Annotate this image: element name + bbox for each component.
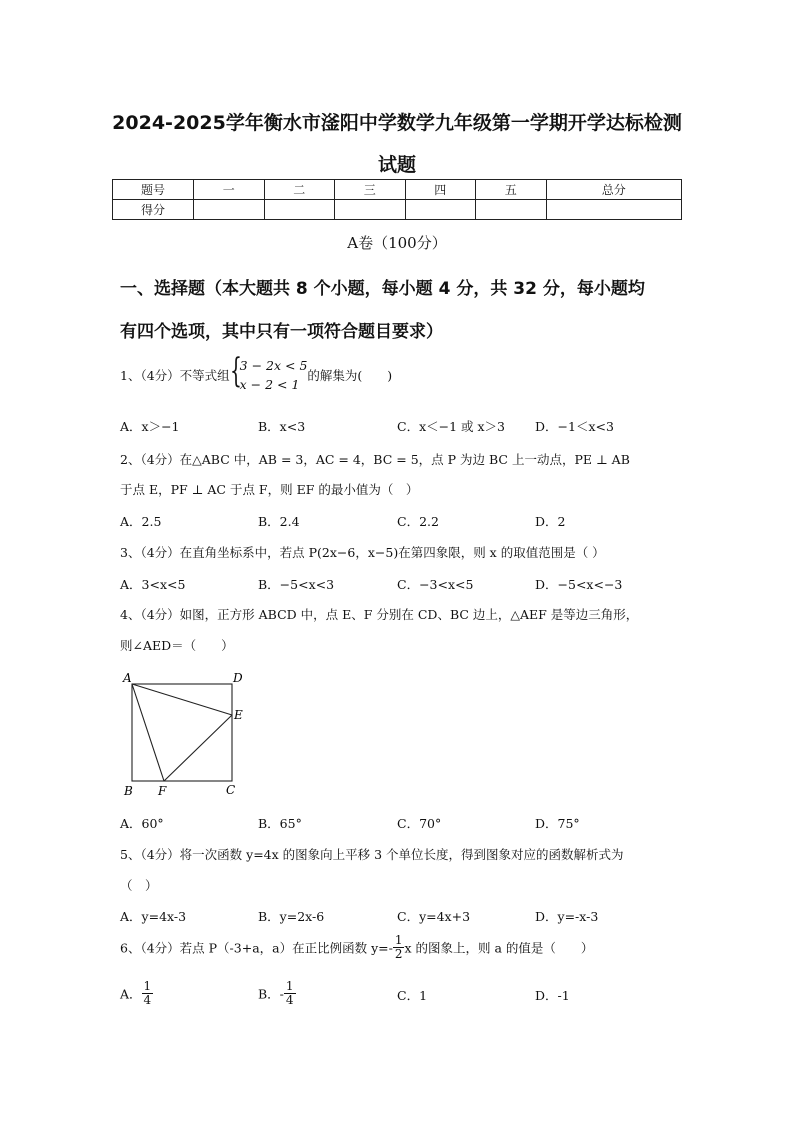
- q6-option-b-label: B．-: [258, 986, 284, 1002]
- q2-option-a: A．2.5: [120, 514, 162, 529]
- q1-prefix: 1、（4分）不等式组: [120, 368, 230, 383]
- q5-option-d: D．y=-x-3: [535, 909, 599, 924]
- q2-option-d: D．2: [535, 514, 566, 529]
- q6-option-b-numerator: 1: [285, 979, 294, 993]
- q6-option-a-label: A．: [120, 986, 142, 1002]
- section1-heading-line2: 有四个选项，其中只有一项符合题目要求）: [120, 322, 443, 342]
- q1-option-d: D．−1＜x<3: [535, 419, 614, 434]
- q5-line2: （ ）: [120, 878, 158, 893]
- score-cell: [194, 200, 265, 220]
- q6-option-b-denominator: 4: [285, 993, 294, 1007]
- q1-option-a: A．x＞−1: [120, 419, 180, 434]
- vertex-label-a: A: [123, 671, 132, 685]
- question-6: [120, 934, 593, 961]
- q6-frac-denominator: 2: [394, 947, 403, 961]
- section-a-title: A卷（100分）: [347, 234, 447, 252]
- q4-line1: 4、（4分）如图，正方形 ABCD 中，点 E、F 分别在 CD、BC 边上，△AEF 是等边三角形，: [120, 607, 639, 622]
- score-table: [112, 179, 682, 220]
- vertex-label-d: D: [233, 671, 243, 685]
- score-row-label: 得分: [113, 200, 194, 220]
- q4-option-c: C．70°: [397, 816, 442, 831]
- q4-option-b: B．65°: [258, 816, 302, 831]
- q5-option-c: C．y=4x+3: [397, 909, 471, 924]
- vertex-label-f: F: [158, 784, 167, 798]
- q1-inequality-system: [229, 351, 308, 394]
- vertex-label-c: C: [226, 783, 236, 797]
- segment-ae: [132, 684, 232, 715]
- score-table-score-row: [113, 200, 682, 220]
- q5-option-b: B．y=2x-6: [258, 909, 325, 924]
- score-cell: [405, 200, 476, 220]
- q6-option-c: C．1: [397, 988, 428, 1003]
- score-header-cell: 三: [335, 180, 406, 200]
- score-header-cell: 二: [264, 180, 335, 200]
- q6-option-a-numerator: 1: [143, 979, 152, 993]
- q3-line1: 3、（4分）在直角坐标系中，若点 P(2x−6，x−5)在第四象限，则 x 的取值范围是（ ）: [120, 545, 605, 560]
- q3-option-d: D．−5<x<−3: [535, 577, 623, 592]
- question-1: [120, 351, 393, 394]
- q1-system-line1: 3 − 2x < 5: [239, 358, 308, 373]
- exam-title-line2: 试题: [377, 154, 416, 176]
- q6-option-a: [120, 980, 153, 1007]
- q6-option-a-fraction: [142, 980, 154, 1007]
- q6-prefix: 6、（4分）若点 P（-3+a，a）在正比例函数 y=-: [120, 940, 393, 956]
- score-header-cell: 总分: [546, 180, 682, 200]
- score-cell: [335, 200, 406, 220]
- segment-ef: [164, 715, 232, 781]
- square-abcd-figure: [118, 668, 258, 800]
- q1-suffix: 的解集为( ): [307, 368, 393, 383]
- q1-option-b: B．x<3: [258, 419, 306, 434]
- score-cell: [476, 200, 547, 220]
- segment-af: [132, 684, 164, 781]
- q4-line2: 则∠AED＝（ ）: [120, 638, 234, 653]
- score-header-cell: 一: [194, 180, 265, 200]
- score-cell: [546, 200, 682, 220]
- brace-symbol: {: [229, 351, 242, 391]
- q3-option-c: C．−3<x<5: [397, 577, 474, 592]
- q6-frac-numerator: 1: [394, 933, 403, 947]
- square-outline: [132, 684, 232, 781]
- q6-suffix: x 的图象上，则 a 的值是（ ）: [404, 940, 594, 956]
- q5-line1: 5、（4分）将一次函数 y=4x 的图象向上平移 3 个单位长度，得到图象对应的函数解析式为: [120, 847, 624, 862]
- q6-option-b-fraction: [284, 980, 296, 1007]
- score-table-header-row: [113, 180, 682, 200]
- score-header-cell: 五: [476, 180, 547, 200]
- q3-option-b: B．−5<x<3: [258, 577, 335, 592]
- q2-line2: 于点 E，PF ⊥ AC 于点 F，则 EF 的最小值为（ ）: [120, 482, 419, 497]
- vertex-label-e: E: [234, 708, 243, 722]
- vertex-label-b: B: [124, 784, 133, 798]
- score-cell: [264, 200, 335, 220]
- q2-option-b: B．2.4: [258, 514, 300, 529]
- q4-option-d: D．75°: [535, 816, 580, 831]
- score-header-cell: 四: [405, 180, 476, 200]
- q1-option-c: C．x＜−1 或 x＞3: [397, 419, 505, 434]
- q6-fraction: [393, 934, 405, 961]
- q6-option-b: [258, 980, 296, 1007]
- q3-option-a: A．3<x<5: [120, 577, 186, 592]
- q2-option-c: C．2.2: [397, 514, 439, 529]
- q1-system-line2: x − 2 < 1: [239, 377, 300, 392]
- q5-option-a: A．y=4x-3: [120, 909, 187, 924]
- exam-title-line1: 2024-2025学年衡水市滏阳中学数学九年级第一学期开学达标检测: [112, 112, 682, 134]
- q6-option-a-denominator: 4: [143, 993, 152, 1007]
- q6-option-d: D．-1: [535, 988, 570, 1003]
- q2-line1: 2、（4分）在△ABC 中，AB = 3，AC = 4，BC = 5，点 P 为边 BC 上一动点，PE ⊥ AB: [120, 452, 630, 467]
- q4-option-a: A．60°: [120, 816, 164, 831]
- score-header-cell: 题号: [113, 180, 194, 200]
- section1-heading-line1: 一、选择题（本大题共 8 个小题，每小题 4 分，共 32 分，每小题均: [120, 279, 645, 299]
